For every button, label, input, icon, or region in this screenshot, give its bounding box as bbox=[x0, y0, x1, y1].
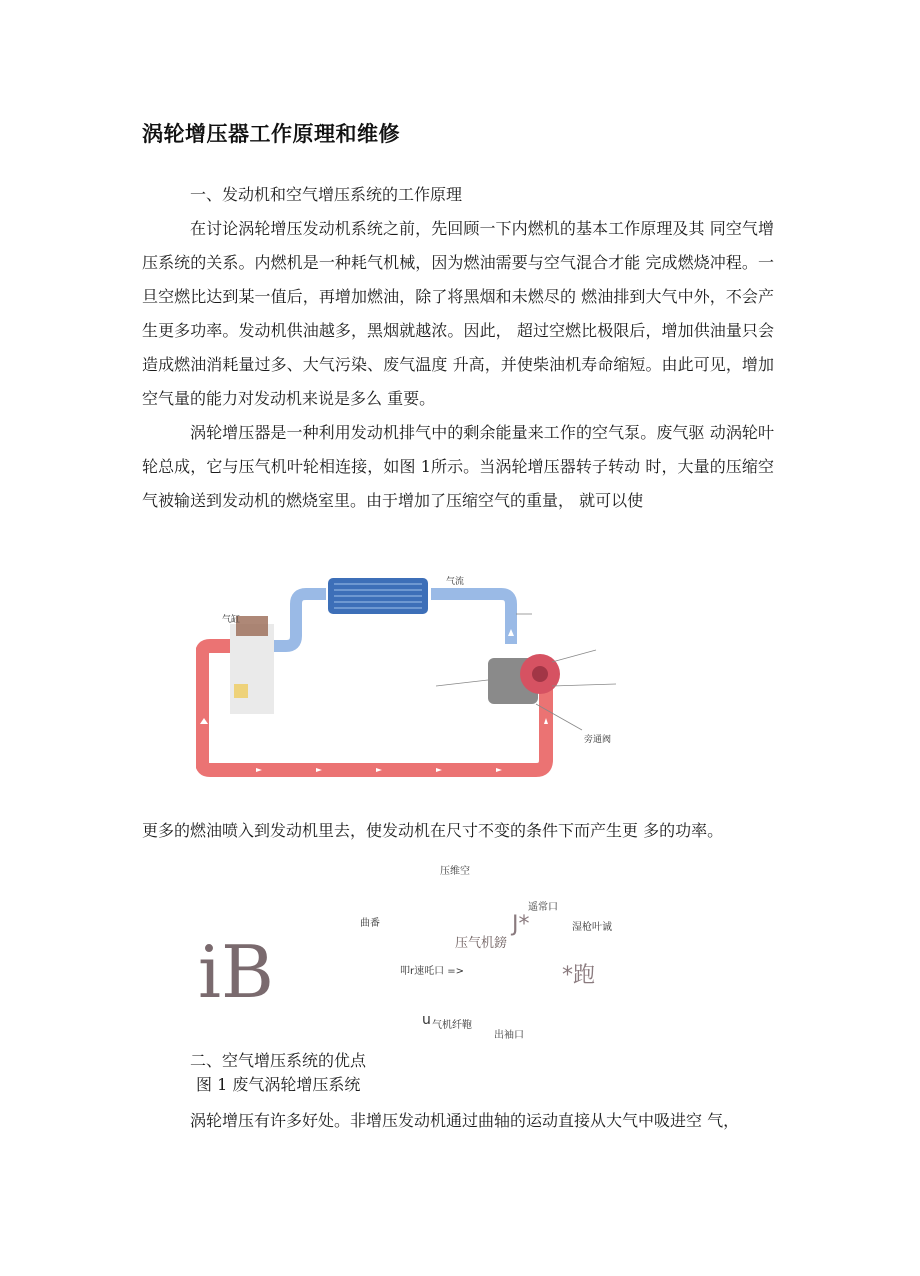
document-title: 涡轮增压器工作原理和维修 bbox=[142, 122, 400, 146]
scatter-text-2: 遥常口 bbox=[528, 902, 558, 913]
airflow-label: 气流 bbox=[446, 577, 465, 587]
turbo-diagram bbox=[196, 574, 646, 779]
scatter-text-5: 压气机鎊 bbox=[455, 936, 508, 951]
scatter-text-9: *跑 bbox=[562, 963, 596, 988]
engine-block bbox=[230, 624, 274, 714]
scatter-text-4: 湿枪叶诚 bbox=[572, 922, 612, 933]
scatter-text-7: iB bbox=[198, 930, 274, 1014]
scatter-text-6: J* bbox=[512, 912, 530, 937]
paragraph-4: 涡轮增压有许多好处。非增压发动机通过曲轴的运动直接从大气中吸进空 气， bbox=[190, 1111, 740, 1130]
scatter-text-12: 出袖口 bbox=[494, 1030, 524, 1041]
section-1-heading: 一、发动机和空气增压系统的工作原理 bbox=[190, 185, 463, 204]
scatter-text-8: 叩r速吒口 => bbox=[400, 966, 465, 977]
intake-pipe-2 bbox=[431, 594, 511, 644]
scatter-text-1: 压维空 bbox=[440, 866, 470, 877]
scatter-text-11: 气机纤鞄 bbox=[432, 1020, 472, 1031]
figure-caption: 图 1 废气涡轮增压系统 bbox=[196, 1075, 361, 1094]
cylinder-label: 气缸 bbox=[222, 615, 241, 625]
bypass-label: 旁通阀 bbox=[584, 735, 612, 745]
scatter-text-10: u bbox=[422, 1012, 431, 1028]
paragraph-2: 涡轮增压器是一种利用发动机排气中的剩余能量来工作的空气泵。废气驱 动涡轮叶轮总成，它与压气机叶轮相连接，如图 1所示。当涡轮增压器转子转动 时，大量的压缩空气被输送到发动机的燃烧室里。由于增加了压缩空气的重量， 就可以使 bbox=[142, 423, 774, 510]
paragraph-3: 更多的燃油喷入到发动机里去，使发动机在尺寸不变的条件下而产生更 多的功率。 bbox=[142, 821, 724, 840]
turbo-system-figure bbox=[196, 574, 646, 779]
scatter-text-3: 曲番 bbox=[360, 918, 380, 929]
paragraph-1: 在讨论涡轮增压发动机系统之前，先回顾一下内燃机的基本工作原理及其 同空气增压系统的关系。内燃机是一种耗气机械，因为燃油需要与空气混合才能 完成燃烧冲程。一旦空燃比达到某一值后，再增加燃油，除了将黑烟和未燃尽的 燃油排到大气中外，不会产生更多功率。发动机供油越多，黑烟就越浓。因此， 超过空燃比极限后，增加供油量只会造成燃油消耗量过多、大气污染、废气温度 升高，并使柴油机寿命缩短。由此可见，增加空气量的能力对发动机来说是多么 重要。 bbox=[142, 219, 774, 408]
intake-pipe bbox=[266, 594, 326, 646]
section-2-heading: 二、空气增压系统的优点 bbox=[190, 1051, 367, 1070]
